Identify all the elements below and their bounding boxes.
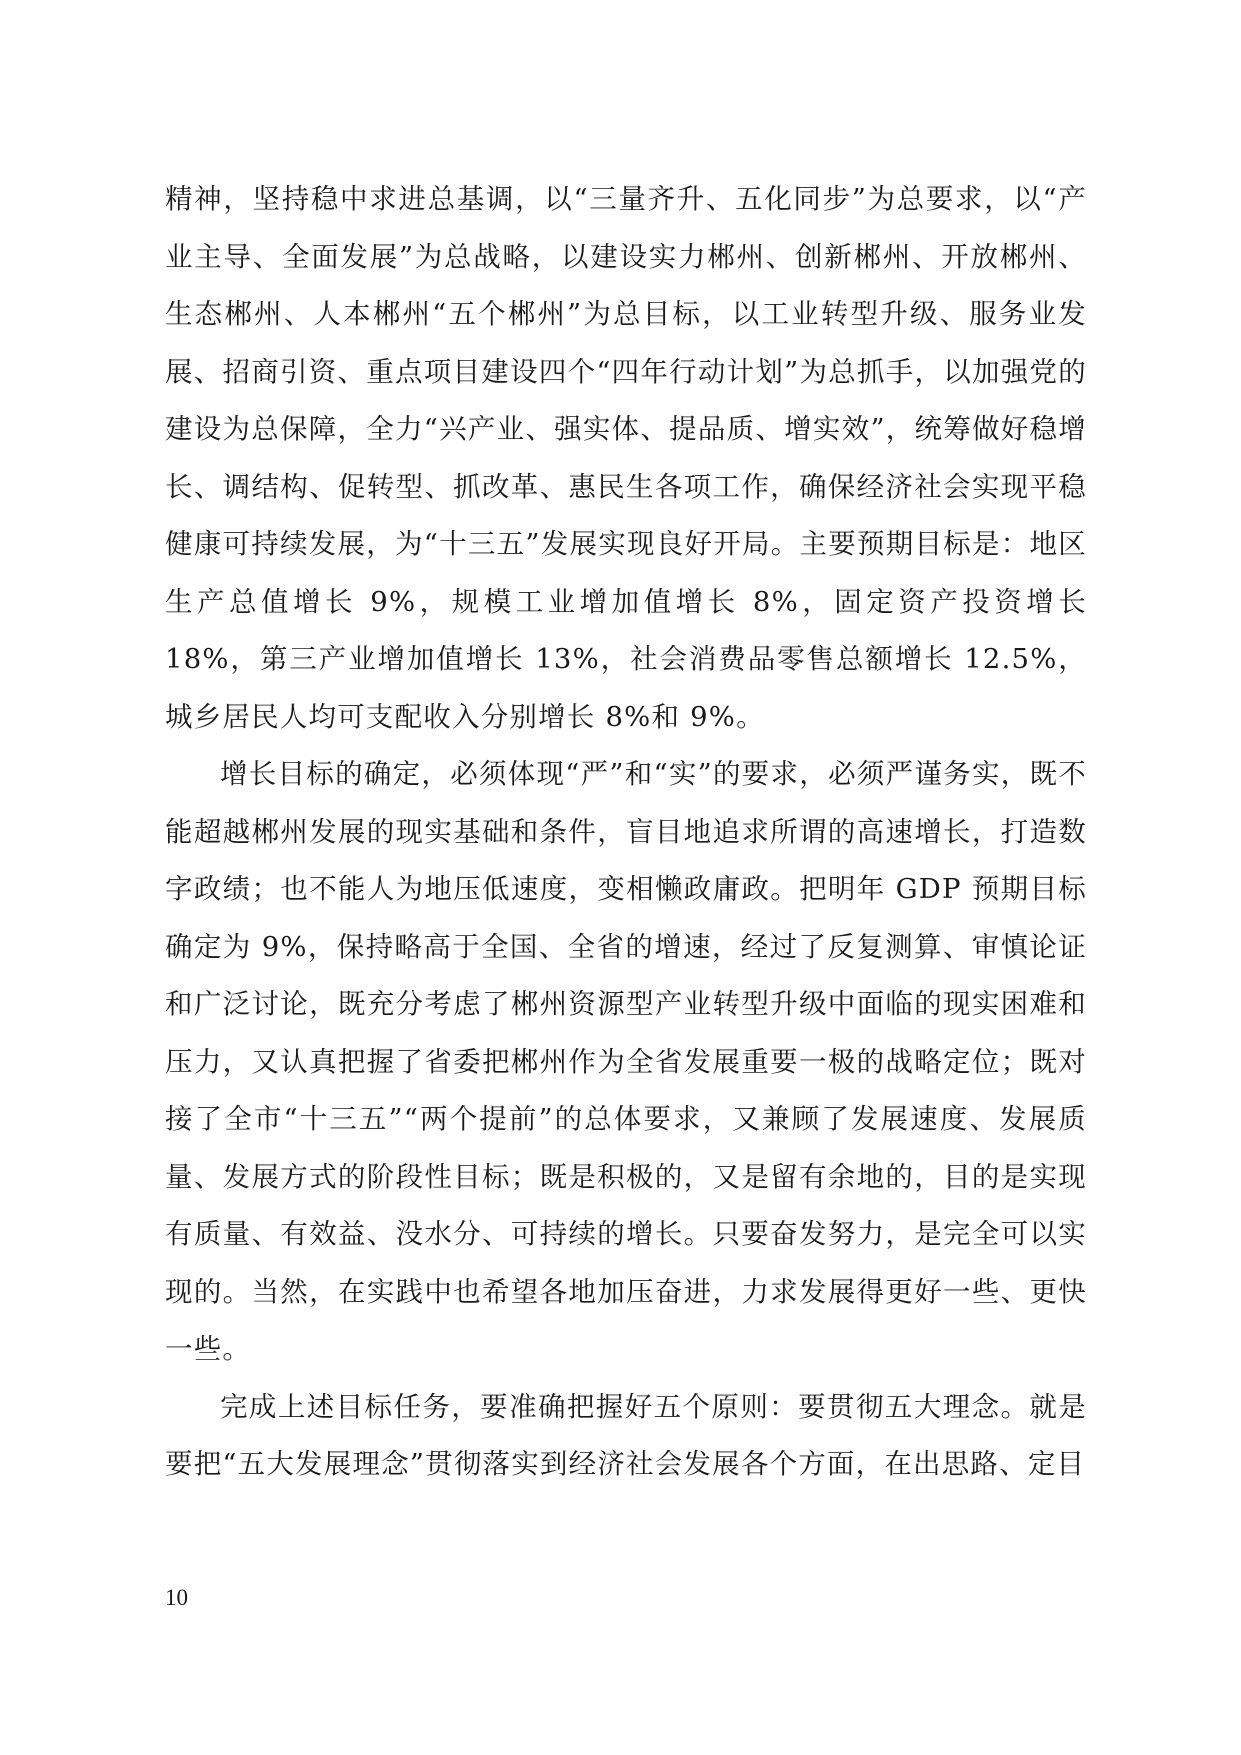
page-number: 10 [165,1585,188,1610]
paragraph: 精神，坚持稳中求进总基调，以“三量齐升、五化同步”为总要求，以“产业主导、全面发展”为总战略，以建设实力郴州、创新郴州、开放郴州、生态郴州、人本郴州“五个郴州”为总目标，以工业转型升级、服务业发展、招商引资、重点项目建设四个“四年行动计划”为总抓手，以加强党的建设为总保障，全力“兴产业、强实体、提品质、增实效”，统筹做好稳增长、调结构、促转型、抓改革、惠民生各项工作，确保经济社会实现平稳健康可持续发展，为“十三五”发展实现良好开局。主要预期目标是：地区生产总值增长 9%，规模工业增加值增长 8%，固定资产投资增长 18%，第三产业增加值增长 13%，社会消费品零售总额增长 12.5%，城乡居民人均可支配收入分别增长 8%和 9%。 [165,183,1087,733]
paragraph: 完成上述目标任务，要准确把握好五个原则：要贯彻五大理念。就是要把“五大发展理念”贯彻落实到经济社会发展各个方面，在出思路、定目 [165,1390,1087,1480]
paragraph: 增长目标的确定，必须体现“严”和“实”的要求，必须严谨务实，既不能超越郴州发展的现实基础和条件，盲目地追求所谓的高速增长，打造数字政绩；也不能人为地压低速度，变相懒政庸政。把明年 GDP 预期目标确定为 9%，保持略高于全国、全省的增速，经过了反复测算、审慎论证和广泛讨论，既充分考虑了郴州资源型产业转型升级中面临的现实困难和压力，又认真把握了省委把郴州作为全省发展重要一极的战略定位；既对接了全市“十三五”“两个提前”的总体要求，又兼顾了发展速度、发展质量、发展方式的阶段性目标；既是积极的，又是留有余地的，目的是实现有质量、有效益、没水分、可持续的增长。只要奋发努力，是完全可以实现的。当然，在实践中也希望各地加压奋进，力求发展得更好一些、更快一些。 [165,758,1087,1365]
body-text [165,171,1087,1494]
